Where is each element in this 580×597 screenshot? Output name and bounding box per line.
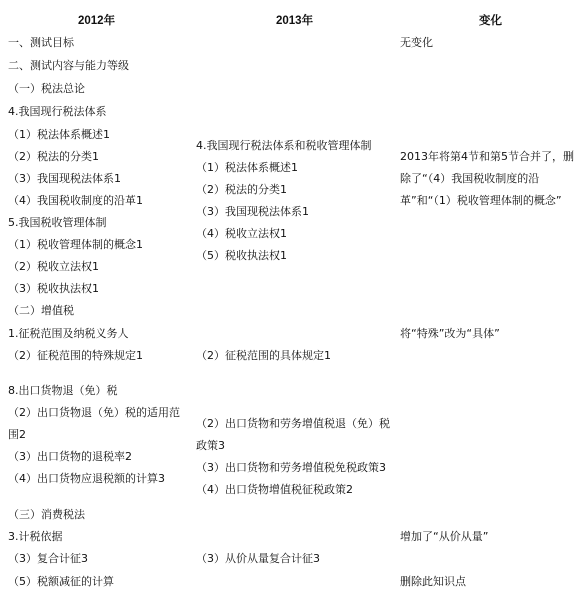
- item-2012: 一、测试目标: [8, 36, 74, 49]
- item-2012: （5）税额减征的计算: [8, 575, 114, 588]
- item-2012: 二、测试内容与能力等级: [8, 59, 129, 72]
- item-2012: （2）征税范围的特殊规定1: [8, 349, 143, 362]
- item-2013: 4.我国现行税法体系和税收管理体制: [196, 139, 372, 152]
- item-2012: （4）我国税收制度的沿革1: [8, 194, 143, 207]
- item-2013: （2）税法的分类1: [196, 183, 287, 196]
- item-2012: （3）出口货物的退税率2: [8, 450, 132, 463]
- item-2012: （2）税法的分类1: [8, 150, 99, 163]
- item-2013: （3）出口货物和劳务增值税免税政策3: [196, 461, 386, 474]
- item-2012: （1）税收管理体制的概念1: [8, 238, 143, 251]
- item-2012: （三）消费税法: [8, 508, 85, 521]
- item-2012: （二）增值税: [8, 304, 74, 317]
- item-2013: （3）从价从量复合计征3: [196, 552, 320, 565]
- item-2012: 8.出口货物退（免）税: [8, 384, 118, 397]
- item-2013: （3）我国现税法体系1: [196, 205, 309, 218]
- item-2012: （1）税法体系概述1: [8, 128, 110, 141]
- change-note: 无变化: [400, 36, 433, 49]
- change-note: 将“特殊”改为“具体”: [400, 327, 500, 340]
- item-2012: 5.我国税收管理体制: [8, 216, 107, 229]
- item-2012: 1.征税范围及纳税义务人: [8, 327, 129, 340]
- change-note: 2013年将第4节和第5节合并了，删除了“（4）我国税收制度的沿革”和“（1）税收管理体制的概念”: [400, 150, 574, 207]
- header-2012: 2012年: [78, 15, 116, 27]
- item-2013: （1）税法体系概述1: [196, 161, 298, 174]
- item-2013: （5）税收执法权1: [196, 249, 287, 262]
- item-2013: （4）出口货物增值税征税政策2: [196, 483, 353, 496]
- item-2013: （4）税收立法权1: [196, 227, 287, 240]
- item-2012: （一）税法总论: [8, 82, 85, 95]
- item-2012: （4）出口货物应退税额的计算3: [8, 472, 165, 485]
- item-2012: （3）税收执法权1: [8, 282, 99, 295]
- header-change: 变化: [479, 15, 502, 27]
- item-2013: （2）出口货物和劳务增值税退（免）税: [196, 417, 390, 430]
- header-2013: 2013年: [276, 15, 314, 27]
- item-2013: 政策3: [196, 439, 225, 452]
- item-2012: （2）出口货物退（免）税的适用范: [8, 406, 180, 419]
- item-2012: （2）税收立法权1: [8, 260, 99, 273]
- item-2012: （3）复合计征3: [8, 552, 88, 565]
- item-2012: 围2: [8, 428, 26, 441]
- change-note: 删除此知识点: [400, 575, 466, 588]
- item-2012: 4.我国现行税法体系: [8, 105, 107, 118]
- item-2012: 3.计税依据: [8, 530, 63, 543]
- item-2012: （3）我国现税法体系1: [8, 172, 121, 185]
- change-note: 增加了“从价从量”: [400, 530, 489, 543]
- item-2013: （2）征税范围的具体规定1: [196, 349, 331, 362]
